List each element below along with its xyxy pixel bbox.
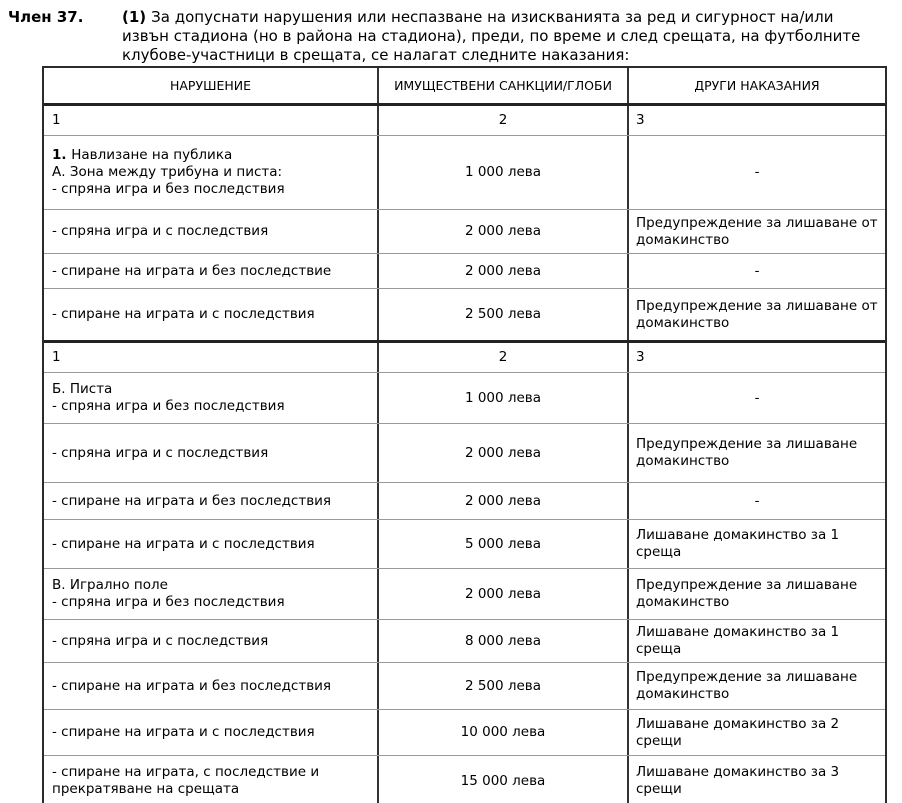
- violation-line: - спиране на играта и с последствия: [52, 306, 315, 322]
- penalty-cell: Лишаване домакинство за 1 среща: [627, 620, 885, 662]
- penalty-cell: Предупреждение за лишаване домакинство: [627, 663, 885, 709]
- violation-line: Б. Писта: [52, 381, 113, 397]
- penalty-cell: Предупреждение за лишаване домакинство: [627, 569, 885, 619]
- column-numbers-row: [44, 106, 885, 135]
- sanction-cell: 2 000 лева: [377, 483, 627, 519]
- violation-line: - спиране на играта и с последствия: [52, 724, 315, 740]
- penalty-cell: Предупреждение за лишаване от домакинство: [627, 210, 885, 253]
- table-section: [44, 340, 885, 803]
- sanction-cell: 2 000 лева: [377, 210, 627, 253]
- violation-cell: [44, 520, 377, 568]
- violation-line: - спиране на играта и без последствия: [52, 677, 332, 694]
- column-number: 1: [52, 349, 61, 365]
- violation-cell: [44, 620, 377, 662]
- violation-cell: [44, 254, 377, 288]
- penalties-table: [42, 66, 887, 803]
- article-header: [0, 0, 902, 65]
- violation-line: А. Зона между трибуна и писта:: [52, 164, 283, 180]
- violation-line: 1. Навлизане на публика: [52, 147, 233, 163]
- violation-line: - спиране на играта и без последствия: [52, 492, 332, 509]
- column-number: 3: [627, 106, 885, 135]
- column-number: 2: [377, 106, 627, 135]
- penalty-cell: -: [627, 483, 885, 519]
- violation-line: прекратяване на срещата: [52, 781, 240, 797]
- clause-number: (1): [122, 8, 147, 26]
- table-row: [44, 568, 885, 619]
- violation-cell: [44, 710, 377, 755]
- violation-cell: [44, 483, 377, 519]
- intro-line: клубове-участници в срещата, се налагат следните наказания:: [122, 46, 630, 64]
- violation-line: - спряна игра и без последствия: [52, 594, 285, 610]
- violation-line: - спиране на играта, с последствие и: [52, 764, 320, 780]
- column-header: НАРУШЕНИЕ: [169, 78, 252, 93]
- violation-line: - спряна игра и с последствия: [52, 444, 269, 461]
- violation-cell: [44, 756, 377, 803]
- violation-line: - спиране на играта и с последствия: [52, 535, 315, 552]
- intro-line: извън стадиона (но в района на стадиона), преди, по време и след срещата, на футболните: [122, 27, 861, 45]
- article-intro: [122, 8, 896, 65]
- sanction-cell: 1 000 лева: [377, 373, 627, 423]
- violation-item-number: 1.: [52, 147, 72, 163]
- table-row: [44, 288, 885, 340]
- penalty-cell: -: [627, 373, 885, 423]
- violation-cell: [44, 663, 377, 709]
- table-row: [44, 135, 885, 209]
- sanction-cell: 2 500 лева: [377, 663, 627, 709]
- table-row: [44, 662, 885, 709]
- column-header: ДРУГИ НАКАЗАНИЯ: [627, 68, 885, 103]
- column-numbers-row: [44, 340, 885, 372]
- penalty-cell: Лишаване домакинство за 2 срещи: [627, 710, 885, 755]
- table-row: [44, 372, 885, 423]
- column-header: ИМУЩЕСТВЕНИ САНКЦИИ/ГЛОБИ: [377, 68, 627, 103]
- penalty-cell: Лишаване домакинство за 3 срещи: [627, 756, 885, 803]
- table-section: [44, 106, 885, 340]
- penalty-cell: Предупреждение за лишаване от домакинство: [627, 289, 885, 340]
- violation-cell: [44, 289, 377, 340]
- penalty-cell: -: [627, 254, 885, 288]
- table-head-row: [44, 68, 885, 106]
- table-row: [44, 423, 885, 482]
- violation-cell: [44, 569, 377, 619]
- sanction-cell: 15 000 лева: [377, 756, 627, 803]
- intro-line: (1) За допуснати нарушения или неспазване на изискванията за ред и сигурност на/или: [122, 8, 834, 26]
- violation-cell: [44, 136, 377, 209]
- sanction-cell: 1 000 лева: [377, 136, 627, 209]
- column-number: 3: [627, 343, 885, 372]
- violation-line: - спряна игра и с последствия: [52, 632, 269, 649]
- table-row: [44, 755, 885, 803]
- penalty-cell: Лишаване домакинство за 1 среща: [627, 520, 885, 568]
- violation-line: - спряна игра и без последствия: [52, 398, 285, 414]
- violation-line: - спиране на играта и без последствие: [52, 262, 332, 279]
- violation-line: - спряна игра и без последствия: [52, 181, 285, 197]
- article-number: Член 37.: [8, 8, 84, 26]
- column-number: 2: [377, 343, 627, 372]
- table-row: [44, 519, 885, 568]
- sanction-cell: 8 000 лева: [377, 620, 627, 662]
- sanction-cell: 2 000 лева: [377, 569, 627, 619]
- table-row: [44, 209, 885, 253]
- violation-line: В. Игрално поле: [52, 577, 168, 593]
- table-row: [44, 253, 885, 288]
- penalty-cell: Предупреждение за лишаване домакинство: [627, 424, 885, 482]
- table-row: [44, 482, 885, 519]
- table-row: [44, 709, 885, 755]
- violation-cell: [44, 424, 377, 482]
- penalty-cell: -: [627, 136, 885, 209]
- table-sections: [44, 106, 885, 803]
- sanction-cell: 10 000 лева: [377, 710, 627, 755]
- violation-line: - спряна игра и с последствия: [52, 223, 269, 239]
- sanction-cell: 2 000 лева: [377, 424, 627, 482]
- table-row: [44, 619, 885, 662]
- sanction-cell: 2 000 лева: [377, 254, 627, 288]
- violation-cell: [44, 373, 377, 423]
- column-number: 1: [52, 112, 61, 128]
- violation-cell: [44, 210, 377, 253]
- sanction-cell: 2 500 лева: [377, 289, 627, 340]
- sanction-cell: 5 000 лева: [377, 520, 627, 568]
